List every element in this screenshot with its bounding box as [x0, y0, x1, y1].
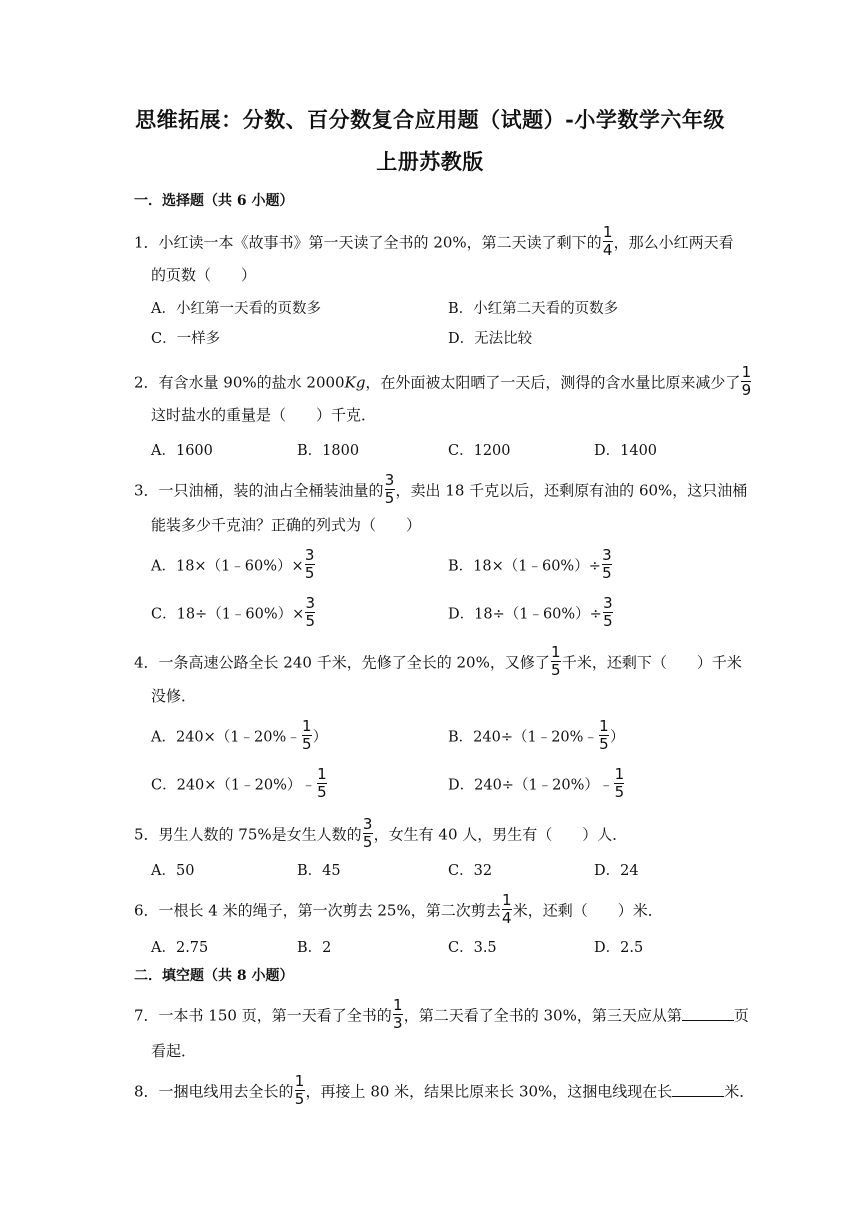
fraction: $\frac{1}{4}$ [501, 891, 512, 928]
fraction: $\frac{1}{4}$ [602, 223, 613, 260]
option-d: D．240÷（1﹣20%）﹣ $\frac{1}{5}$ [448, 765, 625, 802]
option-c: C．32 [448, 863, 493, 879]
question-5: 5．男生人数的 75%是女生人数的 $\frac{3}{5}$ ，女生有 40 人，男生有（ ）人． [134, 815, 628, 852]
option-b: B．240÷（1﹣20%﹣ $\frac{1}{5}$ ） [448, 717, 625, 754]
option-d: D．24 [594, 863, 639, 879]
option-b: B．小红第二天看的页数多 [448, 301, 619, 317]
option-d: D．无法比较 [448, 331, 533, 347]
option-d: D．2.5 [594, 940, 644, 956]
option-a: A．1600 [151, 443, 213, 459]
fraction: $\frac{1}{5}$ [551, 643, 561, 680]
page-title: 思维拓展：分数、百分数复合应用题（试题）-小学数学六年级 [135, 107, 725, 132]
fraction: $\frac{1}{9}$ [741, 363, 752, 400]
option-a: A．小红第一天看的页数多 [151, 301, 321, 317]
option-b: B．2 [297, 940, 332, 956]
fraction: $\frac{3}{5}$ [362, 815, 373, 852]
question-2: 2．有含水量 90%的盐水 2000Kg，在外面被太阳晒了一天后，测得的含水量比原来减少了 $\frac{1}{9}$ [134, 363, 752, 400]
fraction: $\frac{1}{5}$ [294, 1072, 305, 1109]
section-heading-fill: 二．填空题（共 8 小题） [134, 968, 294, 984]
answer-blank[interactable] [682, 1006, 734, 1021]
question-8: 8．一捆电线用去全长的 $\frac{1}{5}$ ，再接上 80 米，结果比原来长 30%，这捆电线现在长 米． [134, 1072, 755, 1109]
fraction: $\frac{1}{3}$ [392, 996, 403, 1033]
option-a: A．50 [151, 863, 195, 879]
option-a: A．240×（1﹣20%﹣ $\frac{1}{5}$ ） [151, 717, 328, 754]
question-1: 1．小红读一本《故事书》第一天读了全书的 20%，第二天读了剩下的 $\frac{1}{4}$ ，那么小红两天看 [134, 223, 734, 260]
option-c: C．1200 [448, 443, 511, 459]
question-3-line2: 能装多少千克油？正确的列式为（ ） [151, 516, 422, 534]
question-6: 6．一根长 4 米的绳子，第一次剪去 25%，第二次剪去 $\frac{1}{4}$ 米，还剩（ ）米． [134, 891, 663, 928]
option-d: D．1400 [594, 443, 658, 459]
option-c: C．18÷（1﹣60%）× $\frac{3}{5}$ [151, 594, 316, 631]
option-c: C．一样多 [151, 331, 221, 347]
fraction: $\frac{3}{5}$ [384, 471, 395, 508]
question-2-line2: 这时盐水的重量是（ ）千克． [151, 406, 377, 424]
section-heading-choice: 一．选择题（共 6 小题） [134, 193, 294, 209]
option-c: C．240×（1﹣20%）﹣ $\frac{1}{5}$ [151, 765, 327, 802]
option-a: A．18×（1﹣60%）× $\frac{3}{5}$ [151, 546, 315, 583]
option-b: B．18×（1﹣60%）÷ $\frac{3}{5}$ [448, 546, 612, 583]
option-b: B．1800 [297, 443, 360, 459]
question-1-line2: 的页数（ ） [151, 266, 257, 284]
question-4-line2: 没修． [151, 687, 197, 705]
option-b: B．45 [297, 863, 341, 879]
option-c: C．3.5 [448, 940, 497, 956]
question-4: 4．一条高速公路全长 240 千米，先修了全长的 20%，又修了 $\frac{1}{5}$ 千米，还剩下（ ）千米 [134, 643, 742, 680]
question-3: 3．一只油桶，装的油占全桶装油量的 $\frac{3}{5}$ ，卖出 18 千克以后，还剩原有油的 60%，这只油桶 [134, 471, 748, 508]
page-title-line2: 上册苏教版 [376, 149, 484, 174]
option-d: D．18÷（1﹣60%）÷ $\frac{3}{5}$ [448, 594, 613, 631]
option-a: A．2.75 [151, 940, 209, 956]
answer-blank[interactable] [672, 1082, 724, 1097]
question-7: 7．一本书 150 页，第一天看了全书的 $\frac{1}{3}$ ，第二天看了全书的 30%，第三天应从第 页 [134, 996, 749, 1033]
question-7-line2: 看起． [151, 1042, 197, 1060]
